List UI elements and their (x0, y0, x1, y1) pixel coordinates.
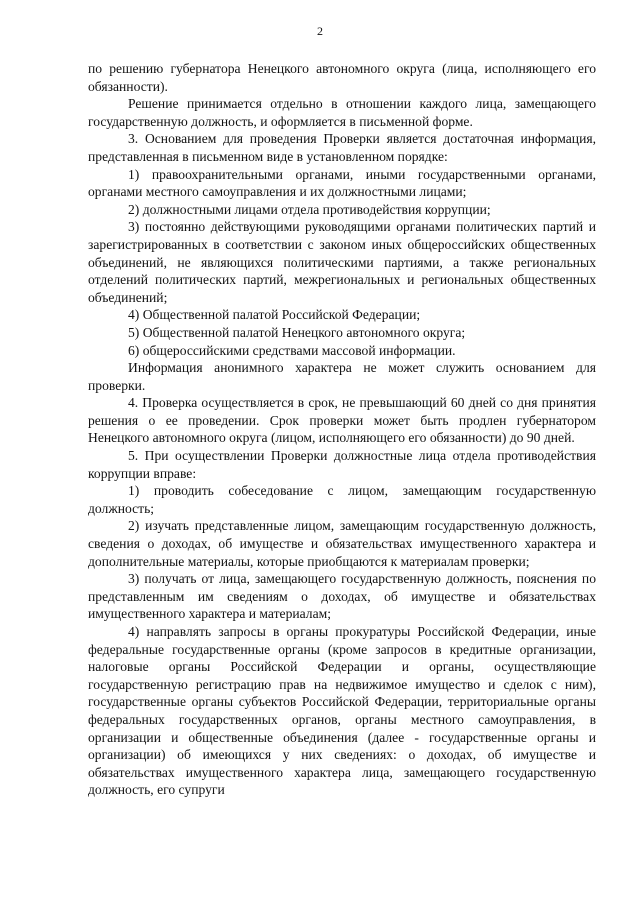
paragraph: 6) общероссийскими средствами массовой информации. (128, 342, 456, 358)
paragraph: 5) Общественной палатой Ненецкого автономного округа; (128, 324, 466, 340)
paragraph: Решение принимается отдельно в отношении каждого лица, замещающего государственную должность, и оформляется в письменной форме. (88, 96, 596, 129)
paragraph: 4) направлять запросы в органы прокуратуры Российской Федерации, иные федеральные государственные органы (кроме запросов в кредитные организации, налоговые органы Российской Федерации и органы, осуществляющие государственную регистрацию прав на недвижимое имущество и сделок с ним), государственные органы субъектов Российской Федерации, территориальные органы федеральных государственных органов, органы местного самоуправления, в организации и общественные объединения (далее - государственные органы и организации) об имеющихся у них сведениях: о доходах, об имуществе и обязательствах имущественного характера лица, замещающего государственную должность, его супруги (88, 624, 596, 798)
paragraph: 2) изучать представленные лицом, замещающим государственную должность, сведения о доходах, об имуществе и обязательствах имущественного характера и дополнительные материалы, которые приобщаются к материалам проверки; (88, 518, 596, 569)
paragraph: 1) проводить собеседование с лицом, замещающим государственную должность; (88, 483, 596, 516)
paragraph: 2) должностными лицами отдела противодействия коррупции; (128, 201, 491, 217)
paragraph: 3) получать от лица, замещающего государственную должность, пояснения по представленным им сведениям о доходах, об имуществе и обязательствах имущественного характера и материалам; (88, 571, 596, 622)
paragraph: 1) правоохранительными органами, иными государственными органами, органами местного самоуправления и их должностными лицами; (88, 166, 596, 200)
paragraph: по решению губернатора Ненецкого автономного округа (лица, исполняющего его обязанности). (88, 61, 596, 94)
paragraph: 3. Основанием для проведения Проверки является достаточная информация, представленная в письменном виде в установленном порядке: (88, 131, 596, 164)
paragraph: 3) постоянно действующими руководящими органами политических партий и зарегистрированных в соответствии с законом иных общероссийских общественных объединений, не являющихся политическими партиями, а также региональных отделений политических партий, межрегиональных и региональных общественных объединений; (88, 219, 596, 305)
paragraph: 4. Проверка осуществляется в срок, не превышающий 60 дней со дня принятия решения о ее проведении. Срок проверки может быть продлен губернатором Ненецкого автономного округа (лицом, исполняющего его обязанности) до 90 дней. (88, 395, 596, 446)
paragraph: 5. При осуществлении Проверки должностные лица отдела противодействия коррупции вправе: (88, 448, 596, 481)
paragraph: 4) Общественной палатой Российской Федерации; (128, 307, 421, 323)
page-number: 2 (317, 24, 323, 38)
document-body (88, 60, 596, 799)
paragraph: Информация анонимного характера не может служить основанием для проверки. (88, 360, 596, 393)
